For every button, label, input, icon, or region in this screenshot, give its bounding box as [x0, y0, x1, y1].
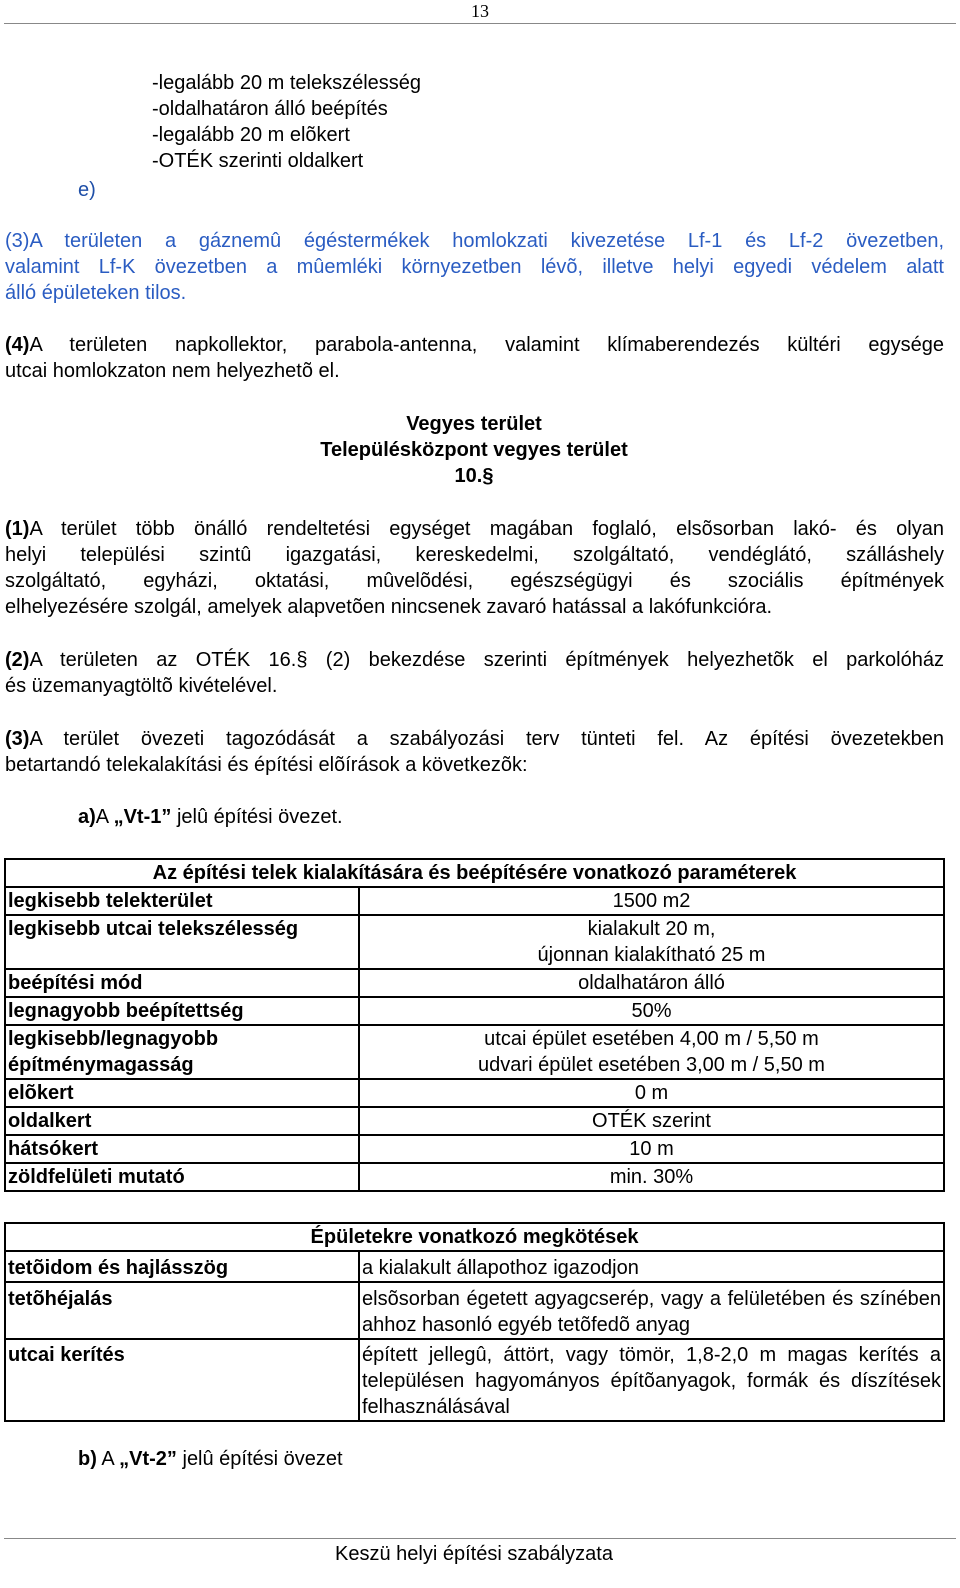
- paragraph-v1: (1)A terület több önálló rendeltetési egységet magában foglaló, elsõsorban lakó- és olyan helyi települési szintû igazgatási, kereskedelmi, szolgáltató, vendéglátó, szálláshely szolgáltató, egyházi, oktatási, mûvelõdési, egészségügyi és szociális építmények elhelyezésére szolgál, amelyek alapvetõen nincsenek zavaró hatással a lakófunkcióra.: [5, 518, 944, 618]
- paragraph-v3: (3)A terület övezeti tagozódását a szabályozási terv tünteti fel. Az építési övezetekben betartandó telekalakítási és építési elõírások a következõk:: [5, 728, 944, 776]
- paragraph-4: (4)A területen napkollektor, parabola-antenna, valamint klímaberendezés kültéri egysége utcai homlokzaton nem helyezhetõ el.: [5, 334, 944, 382]
- zone-code: „Vt-1”: [113, 806, 172, 828]
- list-e-items: [152, 70, 421, 174]
- subsection-a-heading: a)A „Vt-1” jelû építési övezet.: [78, 806, 343, 828]
- paragraph-v2: (2)A területen az OTÉK 16.§ (2) bekezdése szerinti építmények helyezhetõk el parkolóház és üzemanyagtöltõ kivételével.: [5, 649, 944, 697]
- table-row: oldalkert OTÉK szerint: [5, 1107, 944, 1135]
- list-e-label: e): [78, 179, 96, 201]
- paragraph-number: (4): [5, 334, 30, 356]
- list-item: -oldalhatáron álló beépítés: [152, 98, 388, 120]
- table-title: Épületekre vonatkozó megkötések: [5, 1223, 944, 1251]
- table-row: tetõhéjalás elsõsorban égetett agyagcserép, vagy a felületében és színében ahhoz hasonló egyéb tetõfedõ anyag: [5, 1282, 944, 1339]
- header-rule: [4, 23, 956, 24]
- paragraph-number: (2): [5, 649, 30, 671]
- table-row: tetõidom és hajlásszög a kialakult állapothoz igazodjon: [5, 1251, 944, 1282]
- heading-subtitle: Településközpont vegyes terület: [320, 439, 628, 461]
- table-row: legkisebb telekterület 1500 m2: [5, 887, 944, 915]
- list-item: -legalább 20 m elõkert: [152, 124, 350, 146]
- list-item: -legalább 20 m telekszélesség: [152, 72, 422, 94]
- list-item: -OTÉK szerinti oldalkert: [152, 150, 364, 172]
- heading-title: Vegyes terület: [406, 413, 542, 435]
- section-heading: [0, 411, 948, 489]
- table-row: utcai kerítés épített jellegû, áttört, vagy tömör, 1,8-2,0 m magas kerítés a településen hagyományos építõanyagok, formák és díszítések felhasználásával: [5, 1339, 944, 1421]
- page-footer: Keszü helyi építési szabályzata: [335, 1543, 613, 1565]
- table-row: legkisebb/legnagyobb építménymagasság utcai épület esetében 4,00 m / 5,50 m udvari épület esetében 3,00 m / 5,50 m: [5, 1025, 944, 1079]
- paragraph-number: (1): [5, 518, 30, 540]
- building-constraints-table: [4, 1222, 945, 1422]
- footer-rule: [4, 1538, 956, 1539]
- table-row: zöldfelületi mutató min. 30%: [5, 1163, 944, 1191]
- table-row: beépítési mód oldalhatáron álló: [5, 969, 944, 997]
- table-row: legnagyobb beépítettség 50%: [5, 997, 944, 1025]
- paragraph-number: (3): [5, 230, 30, 252]
- table-row: elõkert 0 m: [5, 1079, 944, 1107]
- paragraph-number: (3): [5, 728, 30, 750]
- table-row: hátsókert 10 m: [5, 1135, 944, 1163]
- zone-code: „Vt-2”: [119, 1448, 177, 1470]
- subsection-b-heading: b) A „Vt-2” jelû építési övezet: [78, 1448, 343, 1470]
- section-number: 10.§: [454, 465, 494, 487]
- paragraph-3-blue: (3)A területen a gáznemû égéstermékek homlokzati kivezetése Lf-1 és Lf-2 övezetben, valamint Lf-K övezetben a mûemléki környezetben lévõ, illetve helyi egyedi védelem alatt álló épületeken tilos.: [5, 230, 944, 304]
- page-number: 13: [471, 1, 489, 21]
- table-row: legkisebb utcai telekszélesség kialakult 20 m, újonnan kialakítható 25 m: [5, 915, 944, 969]
- table-title: Az építési telek kialakítására és beépítésére vonatkozó paraméterek: [5, 859, 944, 887]
- parameters-table: [4, 858, 945, 1192]
